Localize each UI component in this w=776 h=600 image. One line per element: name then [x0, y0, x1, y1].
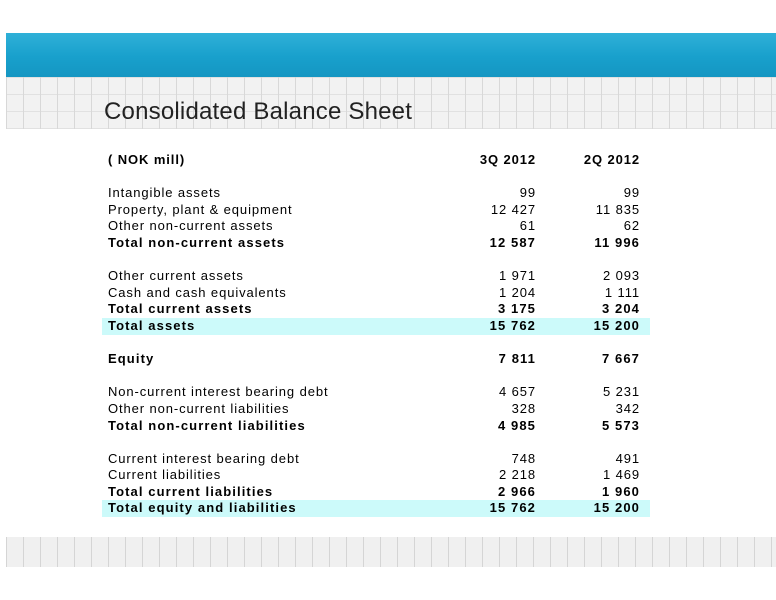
row-value-2q: 62	[623, 218, 640, 234]
row-value-3q: 15 762	[489, 500, 536, 516]
row-value-3q: 99	[519, 185, 536, 201]
row-label: Property, plant & equipment	[108, 201, 293, 217]
row-value-3q: 7 811	[498, 351, 536, 367]
row-value-3q: 12 427	[490, 201, 536, 217]
row-value-2q: 5 231	[602, 384, 640, 400]
table-row	[102, 451, 650, 468]
row-value-2q: 342	[615, 400, 640, 416]
equity-row	[102, 351, 650, 368]
row-value-3q: 1 204	[498, 284, 536, 300]
table-row	[102, 467, 650, 484]
total-row	[102, 301, 650, 318]
row-value-2q: 2 093	[602, 268, 640, 284]
header-col-3q2012: 3Q 2012	[479, 152, 536, 167]
row-value-2q: 11 835	[595, 201, 640, 217]
row-value-3q: 4 657	[498, 384, 536, 400]
top-banner	[6, 33, 776, 77]
row-value-3q: 1 971	[498, 268, 536, 284]
row-value-2q: 11 996	[594, 234, 640, 250]
row-value-2q: 99	[623, 185, 640, 201]
row-value-3q: 2 966	[497, 483, 536, 499]
row-value-3q: 12 587	[489, 234, 536, 250]
row-label: Current liabilities	[108, 467, 222, 483]
highlighted-total-row	[102, 500, 650, 517]
table-header-row	[102, 152, 650, 169]
row-value-2q: 3 204	[601, 301, 640, 317]
total-row	[102, 418, 650, 435]
row-value-3q: 328	[511, 400, 536, 416]
slide-title: Consolidated Balance Sheet	[104, 98, 413, 125]
highlighted-total-row	[102, 318, 650, 335]
row-label: Intangible assets	[108, 185, 221, 201]
table-row	[102, 218, 650, 235]
row-label: Other current assets	[108, 268, 244, 284]
row-value-3q: 748	[511, 450, 536, 466]
row-label: Equity	[108, 351, 155, 367]
table-row	[102, 268, 650, 285]
row-label: Total equity and liabilities	[108, 500, 297, 516]
header-unit-label: ( NOK mill)	[108, 152, 186, 167]
row-value-2q: 15 200	[593, 317, 640, 333]
total-row	[102, 484, 650, 501]
row-label: Cash and cash equivalents	[108, 284, 287, 300]
header-col-2q2012: 2Q 2012	[583, 152, 640, 167]
row-label: Total assets	[108, 317, 196, 333]
row-value-3q: 15 762	[489, 317, 536, 333]
balance-sheet-table	[102, 152, 650, 517]
table-row	[102, 185, 650, 202]
row-value-3q: 4 985	[497, 417, 536, 433]
row-label: Total current liabilities	[108, 483, 274, 499]
slide	[6, 33, 776, 567]
row-label: Total current assets	[108, 301, 253, 317]
row-value-2q: 1 111	[604, 284, 640, 300]
row-value-2q: 7 667	[601, 351, 640, 367]
row-value-2q: 1 960	[601, 483, 640, 499]
table-row	[102, 401, 650, 418]
row-value-3q: 3 175	[497, 301, 536, 317]
row-value-2q: 15 200	[593, 500, 640, 516]
row-label: Other non-current liabilities	[108, 400, 290, 416]
total-row	[102, 235, 650, 252]
grid-band-bottom	[6, 537, 776, 567]
row-label: Current interest bearing debt	[108, 450, 300, 466]
row-value-2q: 5 573	[601, 417, 640, 433]
table-row	[102, 202, 650, 219]
row-label: Total non-current liabilities	[108, 417, 306, 433]
row-label: Non-current interest bearing debt	[108, 384, 329, 400]
table-row	[102, 384, 650, 401]
row-label: Other non-current assets	[108, 218, 274, 234]
table-row	[102, 285, 650, 302]
row-value-3q: 2 218	[498, 467, 536, 483]
row-value-2q: 1 469	[602, 467, 640, 483]
row-value-2q: 491	[615, 450, 640, 466]
row-label: Total non-current assets	[108, 234, 286, 250]
row-value-3q: 61	[519, 218, 536, 234]
